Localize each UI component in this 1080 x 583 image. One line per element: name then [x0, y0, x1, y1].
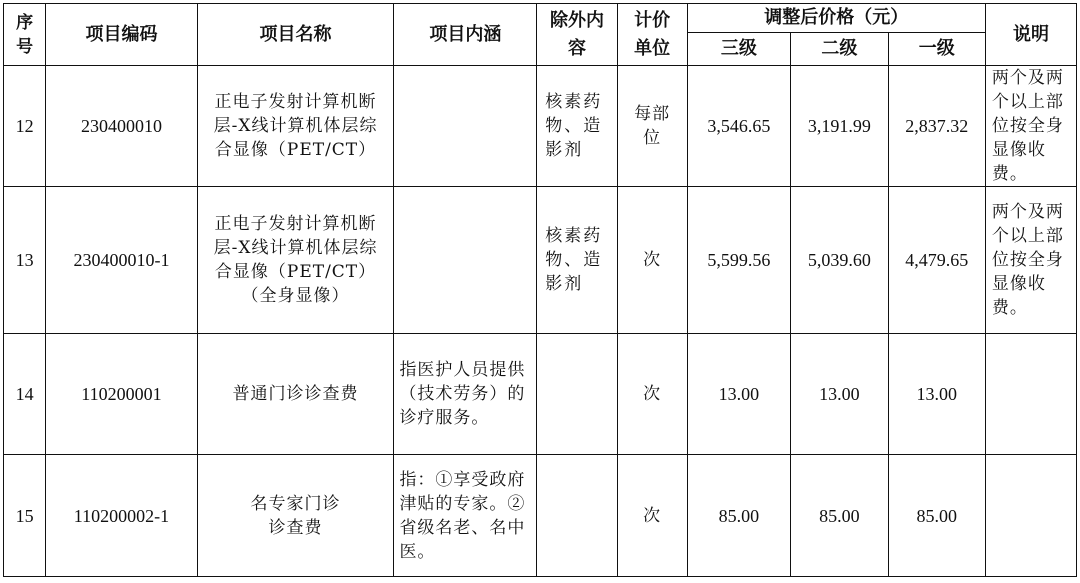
table-row	[4, 187, 1077, 334]
row-level1: 2,837.32	[888, 66, 985, 187]
row-name: 正电子发射计算机断层-X线计算机体层综合显像（PET/CT）（全身显像）	[197, 187, 394, 334]
row-note: 两个及两个以上部位按全身显像收费。	[985, 187, 1076, 334]
header-excluded: 除外内容	[537, 4, 617, 66]
row-seq: 13	[4, 187, 46, 334]
row-content	[394, 187, 537, 334]
row-name: 普通门诊诊查费	[197, 334, 394, 455]
row-unit: 次	[617, 334, 687, 455]
row-level3: 3,546.65	[687, 66, 791, 187]
header-row-1	[4, 4, 1077, 33]
header-level2: 二级	[791, 33, 888, 66]
row-level1: 4,479.65	[888, 187, 985, 334]
table-row	[4, 66, 1077, 187]
header-code: 项目编码	[46, 4, 197, 66]
row-seq: 14	[4, 334, 46, 455]
row-content: 指医护人员提供（技术劳务）的诊疗服务。	[394, 334, 537, 455]
row-unit: 次	[617, 455, 687, 577]
row-content	[394, 66, 537, 187]
row-level2: 85.00	[791, 455, 888, 577]
row-content: 指：①享受政府津贴的专家。②省级名老、名中医。	[394, 455, 537, 577]
row-excluded: 核素药物、造影剂	[537, 187, 617, 334]
header-seq: 序号	[4, 4, 46, 66]
row-code: 230400010	[46, 66, 197, 187]
row-level2: 13.00	[791, 334, 888, 455]
row-level2: 3,191.99	[791, 66, 888, 187]
header-level3: 三级	[687, 33, 791, 66]
row-level1: 85.00	[888, 455, 985, 577]
row-level3: 85.00	[687, 455, 791, 577]
row-code: 110200002-1	[46, 455, 197, 577]
row-note: 两个及两个以上部位按全身显像收费。	[985, 66, 1076, 187]
row-excluded: 核素药物、造影剂	[537, 66, 617, 187]
row-seq: 12	[4, 66, 46, 187]
header-level1: 一级	[888, 33, 985, 66]
row-level3: 13.00	[687, 334, 791, 455]
table-row	[4, 455, 1077, 577]
header-name: 项目名称	[197, 4, 394, 66]
row-excluded	[537, 455, 617, 577]
row-level1: 13.00	[888, 334, 985, 455]
price-table	[3, 3, 1077, 577]
row-seq: 15	[4, 455, 46, 577]
row-name: 名专家门诊诊查费	[197, 455, 394, 577]
header-unit: 计价单位	[617, 4, 687, 66]
row-code: 110200001	[46, 334, 197, 455]
row-level3: 5,599.56	[687, 187, 791, 334]
header-price-group: 调整后价格（元）	[687, 4, 985, 33]
table-row	[4, 334, 1077, 455]
row-note	[985, 334, 1076, 455]
row-unit: 每部位	[617, 66, 687, 187]
row-name: 正电子发射计算机断层-X线计算机体层综合显像（PET/CT）	[197, 66, 394, 187]
row-unit: 次	[617, 187, 687, 334]
row-excluded	[537, 334, 617, 455]
row-level2: 5,039.60	[791, 187, 888, 334]
header-content: 项目内涵	[394, 4, 537, 66]
header-note: 说明	[985, 4, 1076, 66]
row-note	[985, 455, 1076, 577]
row-code: 230400010-1	[46, 187, 197, 334]
